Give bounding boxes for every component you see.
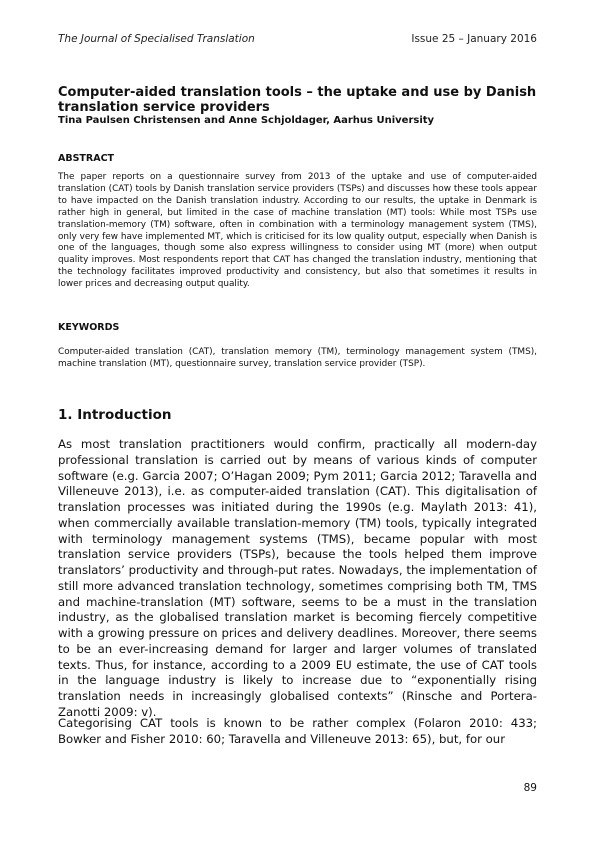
abstract-text: The paper reports on a questionnaire survey from 2013 of the uptake and use of computer-aided translation (CAT) tools by Danish translation service providers (TSPs) and discusses how these tools appear to have impacted on the Danish translation industry. According to our results, the uptake in Denmark is rather high in general, but limited in the case of machine translation (MT) tools: While most TSPs use translation-memory (TM) software, often in combination with a terminology management system (TMS), only very few have implemented MT, which is criticised for its low quality output, especially when Danish is one of the languages, though some also express willingness to consider using MT (more) when output quality improves. Most respondents report that CAT has changed the translation industry, mentioning that the technology facilitates improved productivity and consistency, but also that sometimes it results in lower prices and decreasing output quality. <box>58 172 537 290</box>
body-paragraph-2: Categorising CAT tools is known to be rather complex (Folaron 2010: 433; Bowker and Fisher 2010: 60; Taravella and Villeneuve 2013: 65), but, for our <box>58 716 537 746</box>
article-authors: Tina Paulsen Christensen and Anne Schjoldager, Aarhus University <box>58 115 435 126</box>
journal-name: The Journal of Specialised Translation <box>58 33 255 45</box>
section-heading-introduction: 1. Introduction <box>58 407 172 423</box>
abstract-heading: ABSTRACT <box>58 153 115 164</box>
page-number: 89 <box>523 782 537 794</box>
article-title: Computer-aided translation tools – the uptake and use by Danish translation service providers <box>58 85 537 115</box>
running-header <box>58 33 537 45</box>
keywords-heading: KEYWORDS <box>58 322 120 333</box>
issue-info: Issue 25 – January 2016 <box>411 33 537 45</box>
body-paragraph-1: As most translation practitioners would confirm, practically all modern-day professional translation is carried out by means of various kinds of computer software (e.g. Garcia 2007; O’Hagan 2009; Pym 2011; Garcia 2012; Taravella and Villeneuve 2013), i.e. as computer-aided translation (CAT). This digitalisation of translation processes was initiated during the 1990s (e.g. Maylath 2013: 41), when commercially available translation-memory (TM) tools, typically integrated with terminology management systems (TMS), became popular with most translation service providers (TSPs), because the tools helped them improve translators’ productivity and through-put rates. Nowadays, the implementation of still more advanced translation technology, sometimes comprising both TM, TMS and machine-translation (MT) software, seems to be a must in the translation industry, as the globalised translation market is becoming fiercely competitive with a growing pressure on prices and delivery deadlines. Moreover, there seems to be an ever-increasing demand for larger and larger volumes of translated texts. Thus, for instance, according to a 2009 EU estimate, the use of CAT tools in the language industry is likely to increase due to “exponentially rising translation needs in increasingly globalised contexts” (Rinsche and Portera-Zanotti 2009: v). <box>58 437 537 719</box>
keywords-text: Computer-aided translation (CAT), translation memory (TM), terminology management system (TMS), machine translation (MT), questionnaire survey, translation service provider (TSP). <box>58 347 537 369</box>
